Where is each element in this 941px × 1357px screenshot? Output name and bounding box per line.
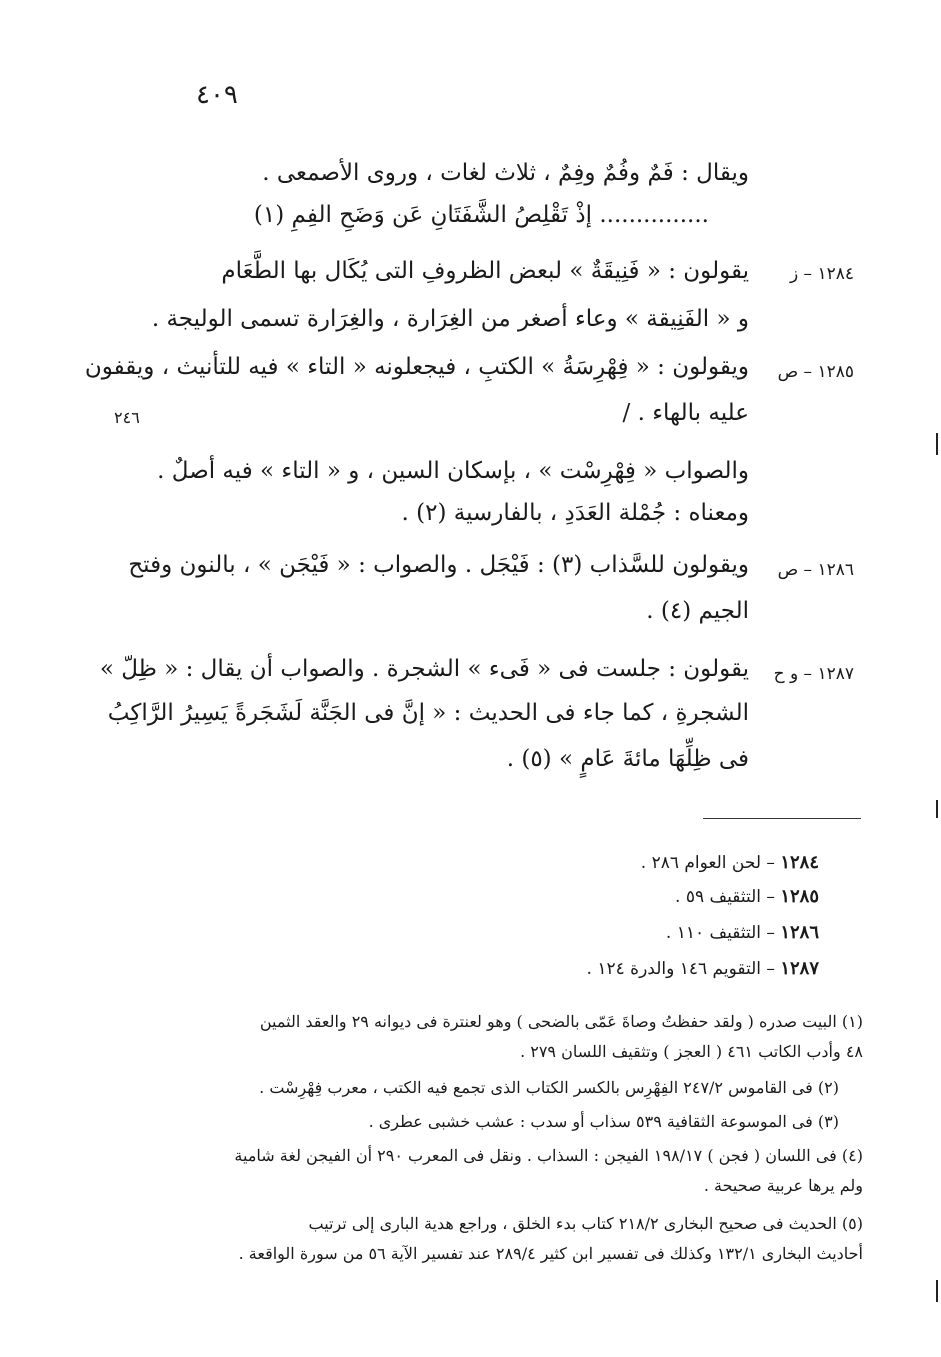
source-number: ١٢٨٥: [780, 886, 819, 907]
source-text: – التقويم ١٤٦ والدرة ١٢٤ .: [586, 959, 775, 979]
source-1287: [587, 958, 819, 979]
entry-1287-line-3: فى ظِلِّهَا مائةَ عَامٍ » (٥) .: [506, 746, 749, 772]
intro-verse-line: ............... إذْ تَقْلِصُ الشَّفَتَانِ عَن وَضَحِ الفِمِ (١): [253, 202, 709, 228]
entry-number-1287: ١٢٨٧ – و ح: [773, 664, 854, 684]
entry-1284-line-1: يقولون : « فَنِيقَةٌ » لبعض الظروفِ التى يُكَال بها الطَّعَام: [221, 258, 749, 284]
scan-edge-mark: [936, 433, 938, 455]
footnote-2: (٢) فى القاموس ٢٤٧/٢ الفِهْرِس بالكسر الكتاب الذى تجمع فيه الكتب ، معرب فِهْرِسْت .: [259, 1078, 839, 1097]
entry-number-1284: ١٢٨٤ – ز: [789, 264, 854, 284]
entry-1287-line-1: يقولون : جلست فى « فَىء » الشجرة . والصواب أن يقال : « ظِلّ »: [99, 656, 749, 682]
entry-number-1286: ١٢٨٦ – ص: [777, 560, 854, 580]
source-number: ١٢٨٤: [780, 852, 819, 873]
footnote-4-line-1: (٤) فى اللسان ( فجن ) ١٩٨/١٧ الفيجن : السذاب . ونقل فى المعرب ٢٩٠ أن الفيجن لغة شامية: [234, 1146, 863, 1165]
entry-1286-line-1: ويقولون للسَّذاب (٣) : فَيْجَل . والصواب : « فَيْجَن » ، بالنون وفتح: [128, 552, 749, 578]
margin-page-reference: ٢٤٦: [114, 408, 140, 427]
entry-1285-line-3: والصواب « فِهْرِسْت » ، بإسكان السين ، و « التاء » فيه أصلٌ .: [157, 458, 749, 484]
footnote-5-line-2: أحاديث البخارى ١٣٢/١ وكذلك فى تفسير ابن كثير ٢٨٩/٤ عند تفسير الآية ٥٦ من سورة الواقعة .: [238, 1244, 863, 1263]
source-1285: [675, 886, 819, 907]
source-1286: [666, 922, 819, 943]
scan-edge-mark: [936, 800, 938, 818]
footnote-1-line-1: (١) البيت صدره ( ولقد حفظتُ وصاةَ عَمّى بالضحى ) وهو لعنترة فى ديوانه ٢٩ والعقد الثمين: [259, 1012, 863, 1031]
source-number: ١٢٨٦: [780, 922, 819, 943]
footnote-5-line-1: (٥) الحديث فى صحيح البخارى ٢١٨/٢ كتاب بدء الخلق ، وراجع هدية البارى إلى ترتيب: [308, 1214, 863, 1233]
entry-1285-line-4: ومعناه : جُمْلة العَدَدِ ، بالفارسية (٢) .: [401, 500, 749, 526]
page-number: ٤٠٩: [196, 80, 238, 110]
source-number: ١٢٨٧: [780, 958, 819, 979]
entry-1285-line-1: ويقولون : « فِهْرِسَةُ » الكتبِ ، فيجعلونه « التاء » فيه للتأنيث ، ويقفون: [84, 354, 749, 380]
scan-edge-mark: [936, 1280, 938, 1302]
footnote-1-line-2: ٤٨ وأدب الكاتب ٤٦١ ( العجز ) وتثقيف اللسان ٢٧٩ .: [520, 1042, 863, 1061]
source-1284: [641, 852, 819, 873]
entry-1287-line-2: الشجرةِ ، كما جاء فى الحديث : « إنَّ فى الجَنَّة لَشَجَرةً يَسِيرُ الرَّاكِبُ: [107, 700, 749, 726]
intro-line-1: ويقال : فَمٌ وفُمٌ وفِمٌ ، ثلاث لغات ، وروى الأصمعى .: [262, 160, 749, 186]
source-text: – لحن العوام ٢٨٦ .: [640, 853, 775, 873]
source-text: – التثقيف ١١٠ .: [665, 923, 775, 943]
entry-1285-line-2: عليه بالهاء . /: [622, 400, 749, 426]
source-text: – التثقيف ٥٩ .: [675, 887, 775, 907]
footnote-separator: [703, 818, 861, 819]
entry-1286-line-2: الجيم (٤) .: [646, 598, 749, 624]
footnote-4-line-2: ولم يرها عربية صحيحة .: [703, 1176, 863, 1195]
entry-number-1285: ١٢٨٥ – ص: [777, 362, 854, 382]
footnote-3: (٣) فى الموسوعة الثقافية ٥٣٩ سذاب أو سدب : عشب خشبى عطرى .: [368, 1112, 839, 1131]
entry-1284-line-2: و « الفَنِيقة » وعاء أصغر من الغِرَارة ، والغِرَارة تسمى الوليجة .: [151, 306, 749, 332]
